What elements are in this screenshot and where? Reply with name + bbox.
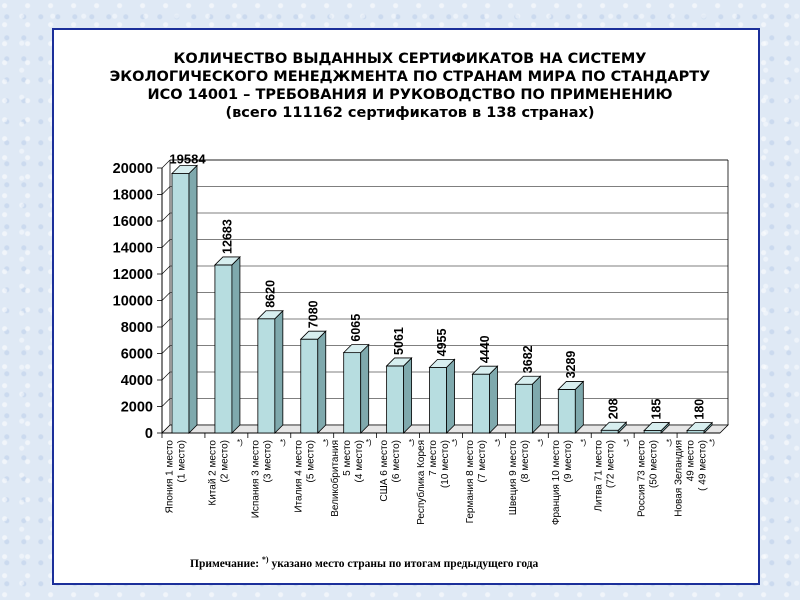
bar-face [430, 367, 447, 433]
bar-face [172, 174, 189, 433]
gridline-side [162, 240, 170, 248]
y-tick-label: 4000 [120, 373, 153, 389]
y-tick-label: 2000 [120, 399, 153, 416]
bar [472, 366, 497, 433]
category-label: Германия 8 место [464, 440, 476, 524]
bar [430, 359, 455, 433]
footnote-mark: *) [261, 555, 269, 564]
footnote-star: *) [237, 438, 243, 447]
category-label: ( 49 место) [697, 440, 709, 491]
gridline-side [162, 372, 170, 380]
category-label: Япония 1 место [164, 440, 176, 514]
category-label: (72 место) [605, 440, 617, 489]
bar-side [532, 376, 540, 433]
gridline-side [162, 293, 170, 301]
category-label: (7 место) [476, 440, 488, 483]
gridline-side [162, 399, 170, 407]
category-label: Литва 71 место [593, 440, 605, 512]
bar [515, 376, 540, 433]
category-label: (5 место) [305, 440, 317, 483]
value-label: 180 [692, 398, 707, 420]
bar-side [575, 381, 583, 433]
label-layer [113, 152, 716, 526]
gridline-side [162, 319, 170, 327]
value-label: 12683 [220, 219, 235, 254]
category-label: США 6 место [379, 440, 391, 502]
gridline-side [162, 213, 170, 221]
category-label: 5 место [342, 440, 354, 476]
value-label: 19584 [169, 151, 206, 167]
category-label: (4 место) [354, 440, 366, 483]
category-label: Великобритания [330, 440, 342, 517]
category-label: (2 место) [219, 440, 231, 483]
footnote-star: *) [279, 438, 286, 447]
footnote-star: *) [709, 438, 715, 447]
bar-face [301, 339, 318, 433]
category-label: Франция 10 место [550, 440, 562, 526]
footnote-label: Примечание: [190, 557, 260, 570]
title-line-4: (всего 111162 сертификатов в 138 странах) [225, 105, 595, 121]
bar-side [232, 257, 240, 433]
y-tick-label: 12000 [112, 267, 153, 283]
footnote-star: *) [580, 438, 587, 447]
y-tick-label: 14000 [112, 240, 153, 257]
value-label: 7080 [306, 300, 321, 329]
value-label: 5061 [392, 327, 407, 355]
footnote-star: *) [666, 438, 673, 447]
bar [258, 311, 283, 433]
bar-face [258, 319, 275, 433]
bar-face [387, 366, 404, 433]
bar-face [344, 353, 361, 433]
title-line-1: КОЛИЧЕСТВО ВЫДАННЫХ СЕРТИФИКАТОВ НА СИСТЕМУ [173, 51, 647, 67]
category-label: 49 место [685, 440, 697, 482]
y-tick-label: 6000 [120, 346, 153, 363]
bar [344, 345, 369, 433]
value-label: 3682 [520, 345, 535, 374]
footnote-text: указано место страны по итогам предыдущего года [271, 557, 539, 570]
category-label: Швеция 9 место [507, 440, 519, 516]
bar-face [215, 265, 232, 433]
bar-face [515, 384, 532, 433]
bar-side [275, 311, 283, 433]
category-label: (50 место) [648, 440, 660, 489]
bar-side [489, 366, 497, 433]
category-label: (3 место) [262, 440, 274, 483]
y-tick-label: 18000 [112, 187, 153, 204]
category-label: Испания 3 место [250, 440, 262, 519]
footnote-star: *) [451, 438, 458, 447]
bar [215, 257, 240, 433]
bar-side [361, 345, 369, 433]
bar [301, 331, 326, 433]
title-line-3: ИСО 14001 – ТРЕБОВАНИЯ И РУКОВОДСТВО ПО ПРИМЕНЕНИЮ [147, 87, 673, 103]
category-label: Республика Корея [416, 440, 428, 525]
bar-face [558, 389, 575, 433]
value-label: 3289 [563, 350, 578, 379]
value-label: 185 [649, 398, 664, 420]
value-label: 4440 [477, 335, 492, 364]
bar-side [404, 358, 412, 433]
category-label: (9 место) [562, 440, 574, 483]
y-tick-label: 10000 [112, 293, 153, 310]
category-label: Китай 2 место [207, 440, 219, 506]
footnote-star: *) [623, 438, 630, 447]
category-label: (10 место) [440, 440, 452, 489]
bar-side [189, 166, 197, 433]
title-line-2: ЭКОЛОГИЧЕСКОГО МЕНЕДЖМЕНТА ПО СТРАНАМ МИРА ПО СТАНДАРТУ [109, 69, 711, 85]
category-label: 7 место [428, 440, 440, 476]
footnote-star: *) [408, 438, 415, 447]
bar [172, 166, 197, 433]
bar-layer [172, 166, 712, 433]
bar-side [318, 331, 326, 433]
bar-face [601, 430, 618, 433]
y-tick-label: 8000 [120, 320, 153, 336]
category-label: (1 место) [176, 440, 188, 483]
value-label: 8620 [263, 279, 278, 308]
y-tick-label: 0 [144, 426, 153, 442]
y-tick-label: 16000 [112, 214, 153, 230]
category-label: Россия 73 место [636, 440, 648, 517]
value-label: 6065 [349, 313, 364, 342]
bar [387, 358, 412, 433]
bar [558, 381, 583, 433]
footnote [190, 555, 538, 570]
bar-face [472, 374, 489, 433]
footnote-star: *) [537, 438, 544, 447]
category-label: (6 место) [391, 440, 403, 483]
value-label: 208 [606, 398, 621, 420]
bar-side [447, 359, 455, 433]
gridline-side [162, 187, 170, 195]
category-label: Новая Зеландия [673, 440, 685, 517]
y-tick-label: 20000 [112, 161, 153, 177]
footnote-star: *) [494, 438, 501, 447]
footnote-star: *) [365, 438, 372, 447]
category-label: (8 место) [519, 440, 531, 483]
footnote-star: *) [322, 438, 329, 447]
value-label: 4955 [435, 328, 450, 357]
category-label: Италия 4 место [293, 440, 305, 513]
gridline-side [162, 346, 170, 354]
gridline-side [162, 266, 170, 274]
